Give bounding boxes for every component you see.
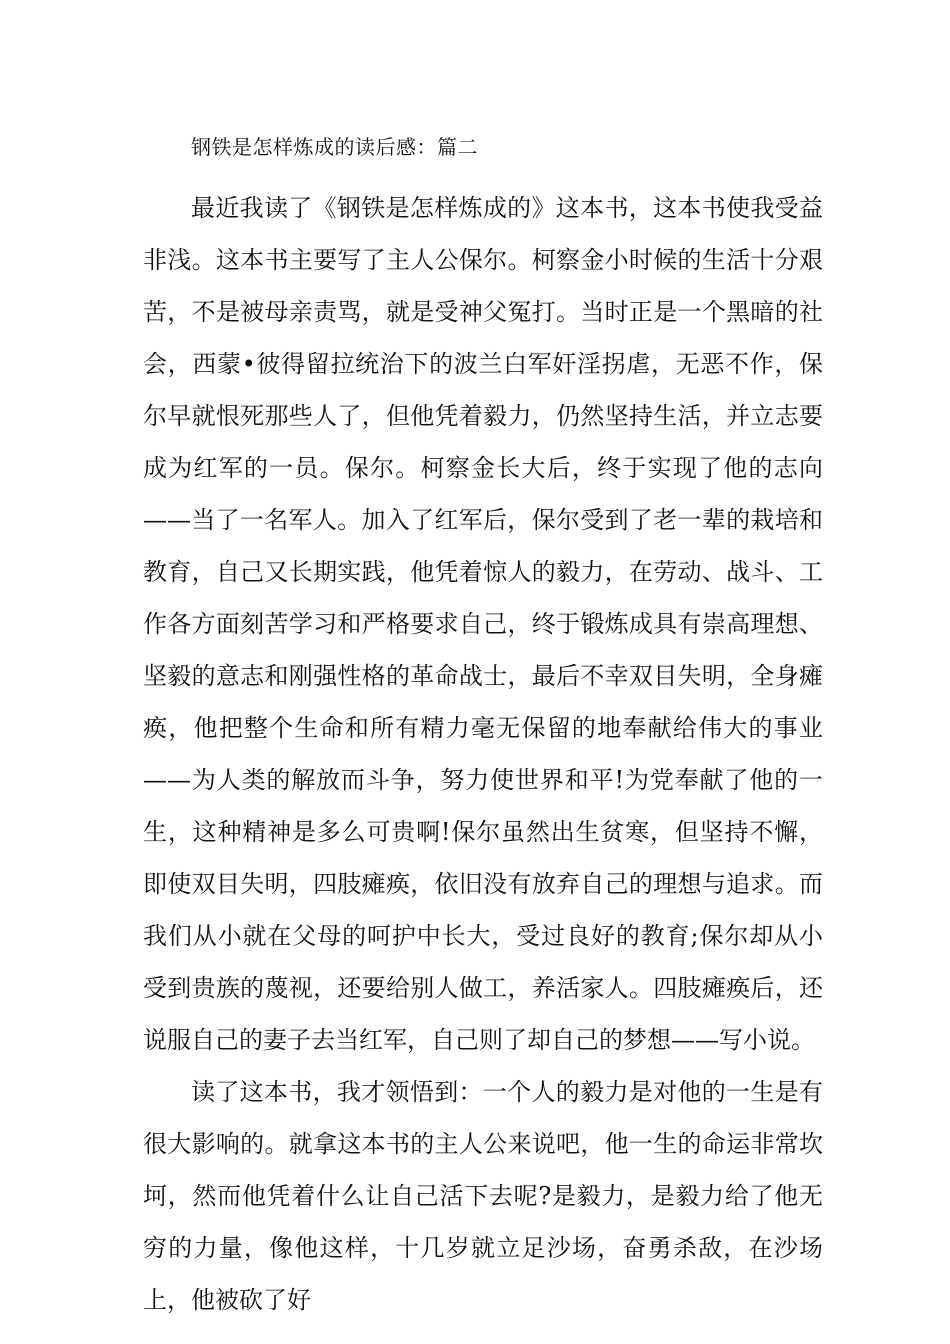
paragraph-1: 最近我读了《钢铁是怎样炼成的》这本书，这本书使我受益非浅。这本书主要写了主人公保尔。柯察金小时候的生活十分艰苦，不是被母亲责骂，就是受神父冤打。当时正是一个黑暗的社会，西蒙•彼得留拉统治下的波兰白军奸淫拐虐，无恶不作，保尔早就恨死那些人了，但他凭着毅力，仍然坚持生活，并立志要成为红军的一员。保尔。柯察金长大后，终于实现了他的志向——当了一名军人。加入了红军后，保尔受到了老一辈的栽培和教育，自己又长期实践，他凭着惊人的毅力，在劳动、战斗、工作各方面刻苦学习和严格要求自己，终于锻炼成具有崇高理想、坚毅的意志和刚强性格的革命战士，最后不幸双目失明，全身瘫痪，他把整个生命和所有精力毫无保留的地奉献给伟大的事业——为人类的解放而斗争，努力使世界和平!为党奉献了他的一生，这种精神是多么可贵啊!保尔虽然出生贫寒，但坚持不懈，即使双目失明，四肢瘫痪，依旧没有放弃自己的理想与追求。而我们从小就在父母的呵护中长大，受过良好的教育;保尔却从小受到贵族的蔑视，还要给别人做工，养活家人。四肢瘫痪后，还说服自己的妻子去当红军，自己则了却自己的梦想——写小说。 [143, 194, 823, 1054]
paragraph-2: 读了这本书，我才领悟到：一个人的毅力是对他的一生是有很大影响的。就拿这本书的主人公来说吧，他一生的命运非常坎坷，然而他凭着什么让自己活下去呢?是毅力，是毅力给了他无穷的力量，像他这样，十几岁就立足沙场，奋勇杀敌，在沙场上，他被砍了好 [143, 1078, 823, 1314]
document-body [143, 132, 823, 1326]
document-heading: 钢铁是怎样炼成的读后感：篇二 [191, 135, 478, 159]
